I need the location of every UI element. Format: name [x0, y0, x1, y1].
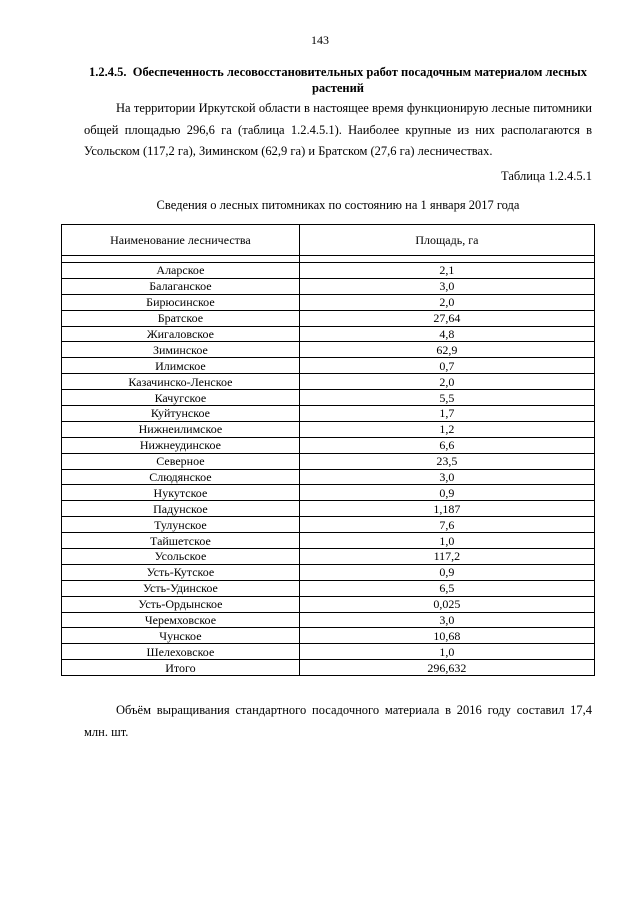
table-number: Таблица 1.2.4.5.1	[501, 169, 592, 183]
forestry-name-cell: Куйтунское	[62, 406, 300, 422]
table-row	[62, 358, 595, 374]
table-row	[62, 580, 595, 596]
area-value-cell: 5,5	[299, 390, 594, 406]
forestry-name-cell: Аларское	[62, 263, 300, 279]
table-row	[62, 533, 595, 549]
forestry-name-cell: Бирюсинское	[62, 294, 300, 310]
area-value-cell: 0,9	[299, 564, 594, 580]
area-value-cell: 1,7	[299, 406, 594, 422]
forestry-name-cell: Усть-Кутское	[62, 564, 300, 580]
forestry-name-cell: Братское	[62, 310, 300, 326]
table-row	[62, 453, 595, 469]
table-row	[62, 263, 595, 279]
area-value-cell: 3,0	[299, 278, 594, 294]
forestry-name-cell: Итого	[62, 660, 300, 676]
section-heading	[84, 64, 592, 96]
forestry-name-cell: Усть-Удинское	[62, 580, 300, 596]
forestry-name-cell: Качугское	[62, 390, 300, 406]
area-value-cell: 7,6	[299, 517, 594, 533]
area-value-cell: 1,2	[299, 421, 594, 437]
forestry-name-cell: Чунское	[62, 628, 300, 644]
table-row	[62, 596, 595, 612]
table-row	[62, 549, 595, 565]
table-row	[62, 469, 595, 485]
forestry-name-cell: Зиминское	[62, 342, 300, 358]
column-header-forestry: Наименование лесничества	[62, 225, 300, 256]
table-row	[62, 421, 595, 437]
area-value-cell: 2,0	[299, 294, 594, 310]
forestry-name-cell: Нижнеилимское	[62, 421, 300, 437]
forestry-name-cell: Казачинско-Ленское	[62, 374, 300, 390]
area-value-cell: 10,68	[299, 628, 594, 644]
table-row	[62, 437, 595, 453]
forestry-name-cell: Усольское	[62, 549, 300, 565]
table-row	[62, 564, 595, 580]
section-title: Обеспеченность лесовосстановительных работ посадочным материалом лесных растений	[132, 65, 588, 95]
area-value-cell: 0,7	[299, 358, 594, 374]
forestry-name-cell: Падунское	[62, 501, 300, 517]
table-row	[62, 501, 595, 517]
area-value-cell: 6,6	[299, 437, 594, 453]
area-value-cell: 1,0	[299, 533, 594, 549]
forestry-name-cell: Шелеховское	[62, 644, 300, 660]
area-value-cell: 23,5	[299, 453, 594, 469]
area-value-cell: 0,025	[299, 596, 594, 612]
table-body	[62, 256, 595, 676]
area-value-cell: 0,9	[299, 485, 594, 501]
intro-paragraph: На территории Иркутской области в настоящее время функционирую лесные питомники общей площадью 296,6 га (таблица 1.2.4.5.1). Наиболее крупные из них располагаются в Усольском (117,2 га), Зиминском (62,9 га) и Братском (27,6 га) лесничествах.	[84, 101, 592, 158]
area-value-cell: 296,632	[299, 660, 594, 676]
table-row	[62, 406, 595, 422]
forestry-name-cell: Усть-Ордынское	[62, 596, 300, 612]
area-value-cell: 1,0	[299, 644, 594, 660]
forestry-name-cell: Нижнеудинское	[62, 437, 300, 453]
area-value-cell: 3,0	[299, 612, 594, 628]
table-row	[62, 374, 595, 390]
area-value-cell: 1,187	[299, 501, 594, 517]
forestry-name-cell: Нукутское	[62, 485, 300, 501]
table-row	[62, 278, 595, 294]
table-header-row	[62, 225, 595, 256]
area-value-cell: 62,9	[299, 342, 594, 358]
table-total-row	[62, 660, 595, 676]
table-row	[62, 485, 595, 501]
table-row	[62, 517, 595, 533]
forestry-name-cell: Слюдянское	[62, 469, 300, 485]
section-number: 1.2.4.5.	[88, 65, 127, 79]
table-row	[62, 326, 595, 342]
area-value-cell: 2,1	[299, 263, 594, 279]
forestry-name-cell: Тайшетское	[62, 533, 300, 549]
area-value-cell: 6,5	[299, 580, 594, 596]
page-number: 143	[311, 33, 329, 47]
area-value-cell: 3,0	[299, 469, 594, 485]
area-value-cell: 27,64	[299, 310, 594, 326]
area-value-cell: 117,2	[299, 549, 594, 565]
table-spacer-row	[62, 256, 595, 263]
area-value-cell: 4,8	[299, 326, 594, 342]
forestry-name-cell: Илимское	[62, 358, 300, 374]
forestry-name-cell: Балаганское	[62, 278, 300, 294]
forestry-name-cell: Черемховское	[62, 612, 300, 628]
forestry-name-cell: Северное	[62, 453, 300, 469]
table-row	[62, 612, 595, 628]
area-value-cell: 2,0	[299, 374, 594, 390]
table-row	[62, 390, 595, 406]
table-row	[62, 310, 595, 326]
forest-nursery-table	[61, 224, 595, 676]
forestry-name-cell: Жигаловское	[62, 326, 300, 342]
table-row	[62, 294, 595, 310]
table-row	[62, 644, 595, 660]
closing-paragraph: Объём выращивания стандартного посадочного материала в 2016 году составил 17,4 млн. шт.	[84, 703, 592, 739]
table-row	[62, 342, 595, 358]
table-caption: Сведения о лесных питомниках по состоянию на 1 января 2017 года	[156, 198, 520, 212]
table-row	[62, 628, 595, 644]
forestry-name-cell: Тулунское	[62, 517, 300, 533]
column-header-area: Площадь, га	[299, 225, 594, 256]
